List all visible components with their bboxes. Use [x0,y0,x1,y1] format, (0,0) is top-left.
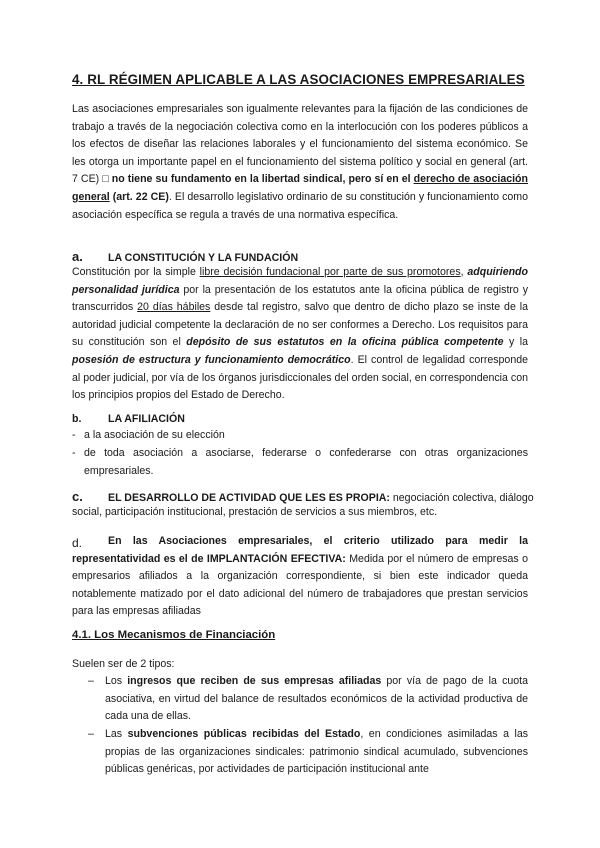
bold-italic-text: depósito de sus estatutos en la oficina pública competente [186,336,504,349]
underlined-text: libre decisión fundacional por parte de sus promotores [199,266,461,278]
text: Los [105,675,128,687]
intro-text: Las asociaciones empresariales son igualmente relevantes para la fijación de las condiciones de trabajo a través de la negociación colectiva como en la interlocución con los poderes públicos a los efectos de diseñar las relaciones laborales y el funcionamiento del sistema económico. Se les otorga un importante papel en el funcionamiento del sistema político y social en general (art. 7 CE) [72,103,528,186]
bold-italic-text: posesión de estructura y funcionamiento democrático [72,353,351,366]
text: y la [503,336,528,349]
text: Medida por el número de empresas o empresarios afiliados a la organización correspondiente, si bien este indicador queda notablemente matizado por el dato adicional del número de trabajadores que prestan servicios para las empresas afiliadas [72,552,529,618]
underlined-text: 20 días hábiles [137,301,211,314]
intro-bold-underlined-text: derecho de asociación general [72,173,528,203]
subsection-a-letter: a. [72,249,83,264]
text: , en condiciones asimiladas a las propias de las organizaciones sindicales: patrimonio sindical acumulado, subvenciones públicas genéricas, por actividades de participación institucional ante [105,728,529,776]
list-item: a la asociación de su elección [84,429,225,441]
subsection-a-paragraph [72,264,528,405]
text: . El control de legalidad corresponde al poder judicial, por vía de los órganos jurisdiccionales del orden social, en correspondencia con los principios propios del Estado de Derecho. [72,353,528,402]
text: por la presentación de los estatutos ante la oficina pública de registro y transcurridos [72,283,528,314]
subsection-c-continuation: social, participación institucional, prestación de servicios a sus miembros, etc. [72,506,438,518]
text: Las [105,728,128,740]
text: desde tal registro, salvo que dentro de dicho plazo se inste de la autoridad judicial competente la declaración de no ser conformes a Derecho. Los requisitos para su constitución son el [72,301,528,349]
subsection-d-letter: d. [72,536,83,550]
dash-marker: - [72,429,76,441]
intro-text-end: . El desarrollo legislativo ordinario de su constitución y funcionamiento como asociación específica se regula a través de una normativa específica. [72,190,528,221]
text: , [460,266,468,278]
intro-paragraph [72,101,528,224]
text: Constitución por la simple [72,266,200,278]
bullet-item [105,726,528,779]
list-item: de toda asociación a asociarse, federarse o confederarse con otras organizaciones empresariales. [84,447,528,477]
intro-bold-text: no tiene su fundamento en la libertad sindical, pero sí en el [108,173,414,186]
types-intro: Suelen ser de 2 tipos: [72,658,175,670]
subsection-heading: 4.1. Los Mecanismos de Financiación [72,629,276,641]
subsection-a-title: LA CONSTITUCIÓN Y LA FUNDACIÓN [108,252,299,264]
bold-text: En las Asociaciones empresariales, el criterio utilizado para medir la representatividad es el de IMPLANTACIÓN EFECTIVA: [72,535,528,565]
bold-text: subvenciones públicas recibidas del Estado [127,728,361,740]
intro-bold-article: (art. 22 CE) [109,190,169,203]
dash-marker: - [72,447,76,459]
text: por vía de pago de la cuota asociativa, en virtud del balance de resultados económicos de la actividad productiva de cada una de ellas. [105,675,528,723]
bullet-item [105,673,528,726]
subsection-c-text: negociación colectiva, diálogo [389,492,534,504]
subsection-b-letter: b. [72,413,82,425]
subsection-c-title: EL DESARROLLO DE ACTIVIDAD QUE LES ES PROPIA: [108,492,390,504]
missing-glyph-icon: □ [102,173,109,186]
bold-text: ingresos que reciben de sus empresas afiliadas [127,675,382,687]
subsection-d-paragraph [72,533,528,621]
subsection-b-heading [72,411,185,427]
bullet-marker: – [88,675,94,687]
section-heading: 4. RL RÉGIMEN APLICABLE A LAS ASOCIACIONES EMPRESARIALES [72,72,525,87]
subsection-c-letter: c. [72,489,83,504]
subsection-b-title: LA AFILIACIÓN [108,413,185,425]
bold-italic-text: adquiriendo personalidad jurídica [72,266,528,296]
bullet-marker: – [88,728,94,740]
